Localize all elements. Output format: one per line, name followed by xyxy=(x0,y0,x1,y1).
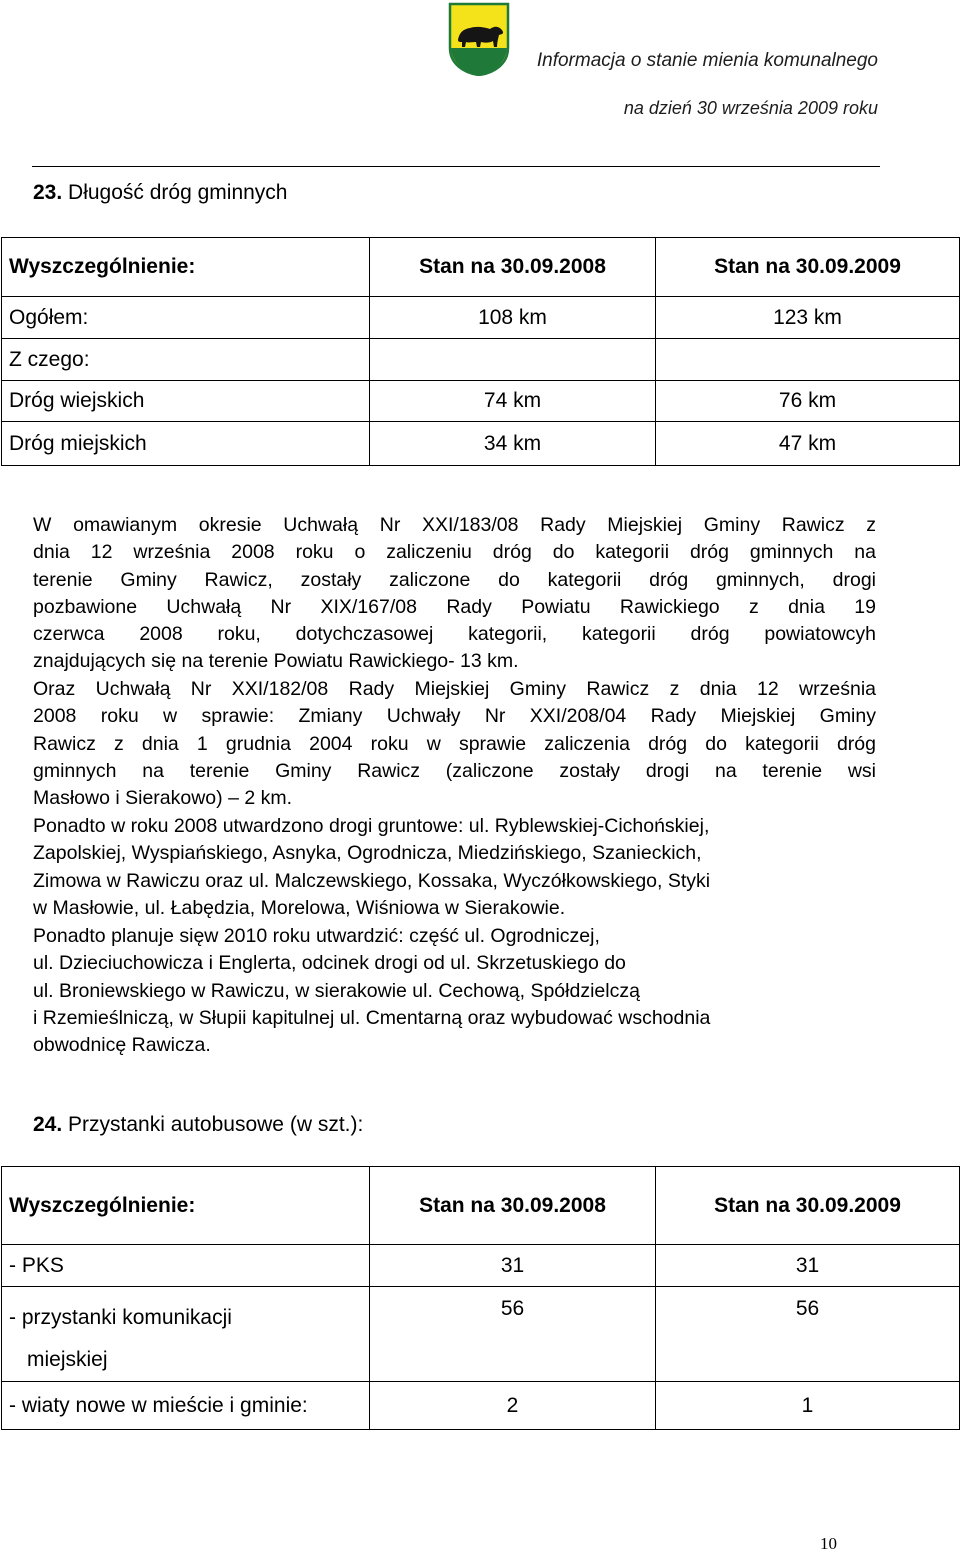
column-header: Wyszczególnienie: xyxy=(2,238,370,297)
section-number: 24. xyxy=(33,1113,63,1136)
text-line: obwodnicę Rawicza. xyxy=(33,1034,211,1057)
paragraph-plans-2010 xyxy=(33,923,876,1059)
table-row xyxy=(2,1382,960,1430)
text-line: i Rzemieślniczą, w Słupii kapitulnej ul. Cmentarną oraz wybudować wschodnia xyxy=(33,1006,711,1029)
paragraph-resolution-change xyxy=(33,676,876,812)
section-title: Przystanki autobusowe (w szt.): xyxy=(62,1113,364,1136)
paragraph-paved-roads-2008 xyxy=(33,813,876,922)
table-cell: 74 km xyxy=(370,381,656,422)
table-cell: 31 xyxy=(370,1245,656,1287)
text-line: terenie Gminy Rawicz, zostały zaliczone do kategorii dróg gminnych, drogi xyxy=(33,568,876,591)
table-cell xyxy=(370,339,656,381)
text-line: ul. Dzieciuchowicza i Englerta, odcinek drogi od ul. Skrzetuskiego do xyxy=(33,952,626,975)
text-line: ul. Broniewskiego w Rawiczu, w sierakowie ul. Cechową, Spółdzielczą xyxy=(33,979,640,1002)
table-cell: 2 xyxy=(370,1382,656,1430)
text-line: znajdujących się na terenie Powiatu Rawickiego- 13 km. xyxy=(33,650,519,673)
bear-crest-logo xyxy=(448,2,510,76)
table-cell: Dróg wiejskich xyxy=(2,381,370,422)
text-line: Zimowa w Rawiczu oraz ul. Malczewskiego, Kossaka, Wyczółkowskiego, Styki xyxy=(33,869,711,892)
text-line: Masłowo i Sierakowo) – 2 km. xyxy=(33,787,293,810)
table-cell: Ogółem: xyxy=(2,297,370,339)
table-cell: - PKS xyxy=(2,1245,370,1287)
column-header: Stan na 30.09.2009 xyxy=(656,1167,960,1245)
section-title: Długość dróg gminnych xyxy=(62,181,288,204)
cell-line: miejskiej xyxy=(27,1348,108,1371)
bus-stops-table xyxy=(1,1166,960,1430)
table-cell: 56 xyxy=(370,1287,656,1382)
document-header-date: na dzień 30 września 2009 roku xyxy=(623,98,878,118)
table-cell xyxy=(656,339,960,381)
text-line: pozbawione Uchwałą Nr XIX/167/08 Rady Powiatu Rawickiego z dnia 19 xyxy=(33,595,876,618)
text-line: W omawianym okresie Uchwałą Nr XXI/183/08 Rady Miejskiej Gminy Rawicz z xyxy=(33,514,876,536)
table-row xyxy=(2,422,960,466)
table-row xyxy=(2,1287,960,1382)
table-cell: Z czego: xyxy=(2,339,370,381)
text-line: Ponadto planuje sięw 2010 roku utwardzić: część ul. Ogrodniczej, xyxy=(33,925,600,947)
text-line: w Masłowie, ul. Łabędzia, Morelowa, Wiśniowa w Sierakowie. xyxy=(33,896,566,919)
table-cell: - wiaty nowe w mieście i gminie: xyxy=(2,1382,370,1430)
section-23-heading xyxy=(33,181,287,205)
text-line: Rawicz z dnia 1 grudnia 2004 roku w sprawie zaliczenia dróg do kategorii dróg xyxy=(33,732,876,755)
table-header-row xyxy=(2,238,960,297)
header-divider xyxy=(32,166,880,167)
road-length-table xyxy=(1,237,960,466)
page-number: 10 xyxy=(820,1534,837,1553)
column-header: Wyszczególnienie: xyxy=(2,1167,370,1245)
text-line: dnia 12 września 2008 roku o zaliczeniu dróg do kategorii dróg gminnych na xyxy=(33,541,876,564)
text-line: gminnych na terenie Gminy Rawicz (zaliczone zostały drogi na terenie wsi xyxy=(33,759,876,782)
column-header: Stan na 30.09.2008 xyxy=(370,1167,656,1245)
column-header: Stan na 30.09.2009 xyxy=(656,238,960,297)
text-line: Oraz Uchwałą Nr XXI/182/08 Rady Miejskiej Gminy Rawicz z dnia 12 września xyxy=(33,678,876,700)
table-row xyxy=(2,1245,960,1287)
table-cell: 56 xyxy=(656,1287,960,1382)
text-line: Ponadto w roku 2008 utwardzono drogi gruntowe: ul. Ryblewskiej-Cichońskiej, xyxy=(33,815,710,837)
paragraph-road-classification xyxy=(33,512,876,676)
table-cell: 47 km xyxy=(656,422,960,466)
table-cell: 1 xyxy=(656,1382,960,1430)
table-header-row xyxy=(2,1167,960,1245)
table-cell: 123 km xyxy=(656,297,960,339)
table-cell: Dróg miejskich xyxy=(2,422,370,466)
table-row xyxy=(2,381,960,422)
text-line: 2008 roku w sprawie: Zmiany Uchwały Nr XXI/208/04 Rady Miejskiej Gminy xyxy=(33,705,876,728)
table-cell: 76 km xyxy=(656,381,960,422)
text-line: czerwca 2008 roku, dotychczasowej kategorii, kategorii dróg powiatowcyh xyxy=(33,623,876,646)
table-row xyxy=(2,339,960,381)
section-24-heading xyxy=(33,1113,363,1137)
document-header-title: Informacja o stanie mienia komunalnego xyxy=(536,50,878,71)
text-line: Zapolskiej, Wyspiańskiego, Asnyka, Ogrodnicza, Miedzińskiego, Szanieckich, xyxy=(33,842,702,865)
table-cell xyxy=(2,1287,370,1382)
section-number: 23. xyxy=(33,181,63,204)
cell-line: - przystanki komunikacji xyxy=(9,1306,232,1329)
table-cell: 108 km xyxy=(370,297,656,339)
table-cell: 34 km xyxy=(370,422,656,466)
table-row xyxy=(2,297,960,339)
table-cell: 31 xyxy=(656,1245,960,1287)
column-header: Stan na 30.09.2008 xyxy=(370,238,656,297)
